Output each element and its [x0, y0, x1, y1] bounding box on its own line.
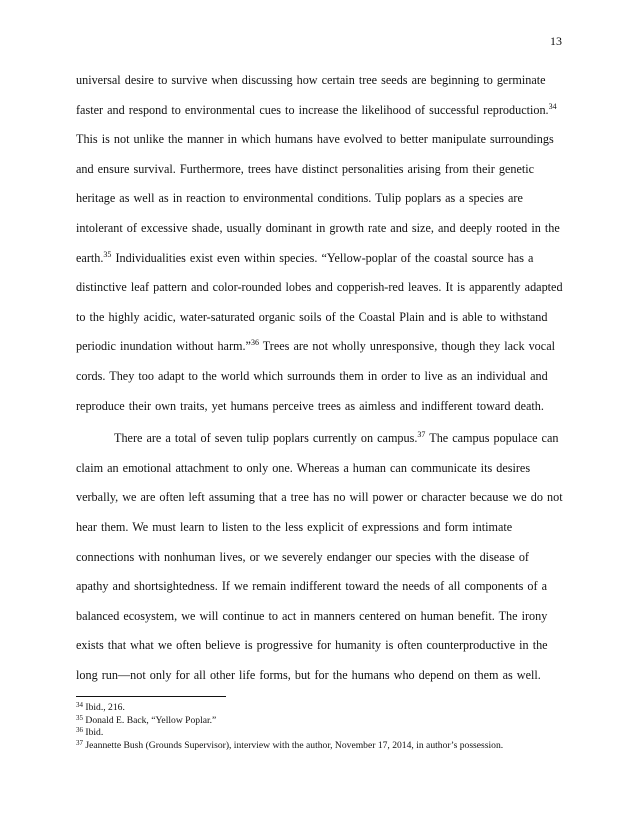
footnote-ref: 34 [548, 101, 557, 111]
paragraph-2 [76, 424, 566, 690]
footnote: $^{36}$ Ibid. [76, 726, 104, 739]
text-line: distinctive leaf pattern and color-rounded lobes and copperish-red leaves. It is apparently adapted [76, 280, 563, 295]
text-line: exists that what we often believe is progressive for humanity is often counterproductive in the [76, 638, 548, 653]
text-line: connections with nonhuman lives, or we severely endanger our species with the disease of [76, 549, 529, 564]
text-line: long run—not only for all other life forms, but for the humans who depend on them as well. [76, 667, 541, 682]
text-line: periodic inundation without harm.”$^{36}$ Trees are not wholly unresponsive, though they lack vocal [76, 338, 555, 354]
footnote-ref: 35 [103, 249, 112, 259]
text-line: intolerant of excessive shade, usually dominant in growth rate and size, and deeply rooted in the [76, 220, 560, 235]
footnote-ref: 37 [417, 430, 426, 440]
text-line: This is not unlike the manner in which humans have evolved to better manipulate surroundings [76, 132, 554, 147]
text-line: hear them. We must learn to listen to the less explicit of expressions and form intimate [76, 519, 513, 534]
text-line: cords. They too adapt to the world which surrounds them in order to live as an individual and [76, 368, 548, 383]
footnote-ref: 36 [250, 338, 259, 348]
text-line: heritage as well as in reaction to environmental conditions. Tulip poplars as a species are [76, 191, 523, 206]
footnote-number: 37 [76, 738, 83, 747]
text-line: faster and respond to environmental cues to increase the likelihood of successful reproduction.$^{34}$ [76, 101, 557, 117]
paragraph-1 [76, 66, 566, 421]
footnote-divider [76, 696, 226, 697]
footnote-number: 36 [76, 726, 83, 735]
text-line: verbally, we are often left assuming that a tree has no will power or character because we do not [76, 490, 563, 505]
footnote-number: 35 [76, 713, 83, 722]
footnote: $^{34}$ Ibid., 216. [76, 701, 125, 713]
text-line: to the highly acidic, water-saturated organic soils of the Coastal Plain and is able to withstand [76, 309, 548, 324]
text-line: claim an emotional attachment to only one. Whereas a human can communicate its desires [76, 460, 531, 475]
text-line: and ensure survival. Furthermore, trees have distinct personalities arising from their genetic [76, 161, 535, 176]
footnote: $^{37}$ Jeannette Bush (Grounds Supervisor), interview with the author, November 17, 2014, in author’s possession. [76, 738, 504, 751]
text-line: reproduce their own traits, yet humans perceive trees as aimless and indifferent toward death. [76, 398, 544, 413]
page-number: 13 [550, 34, 562, 48]
footnotes [76, 702, 576, 752]
footnote: $^{35}$ Donald E. Back, “Yellow Poplar.” [76, 713, 217, 726]
text-line: balanced ecosystem, we will continue to act in manners centered on human benefit. The irony [76, 608, 548, 623]
text-line: There are a total of seven tulip poplars currently on campus.$^{37}$ The campus populace can [114, 430, 559, 446]
text-line: universal desire to survive when discussing how certain tree seeds are beginning to germinate [76, 73, 546, 87]
text-line: apathy and shortsightedness. If we remain indifferent toward the needs of all components of a [76, 579, 548, 594]
body-text [76, 66, 566, 690]
text-line: earth.$^{35}$ Individualities exist even within species. “Yellow-poplar of the coastal source has a [76, 249, 534, 265]
footnote-number: 34 [76, 701, 83, 709]
